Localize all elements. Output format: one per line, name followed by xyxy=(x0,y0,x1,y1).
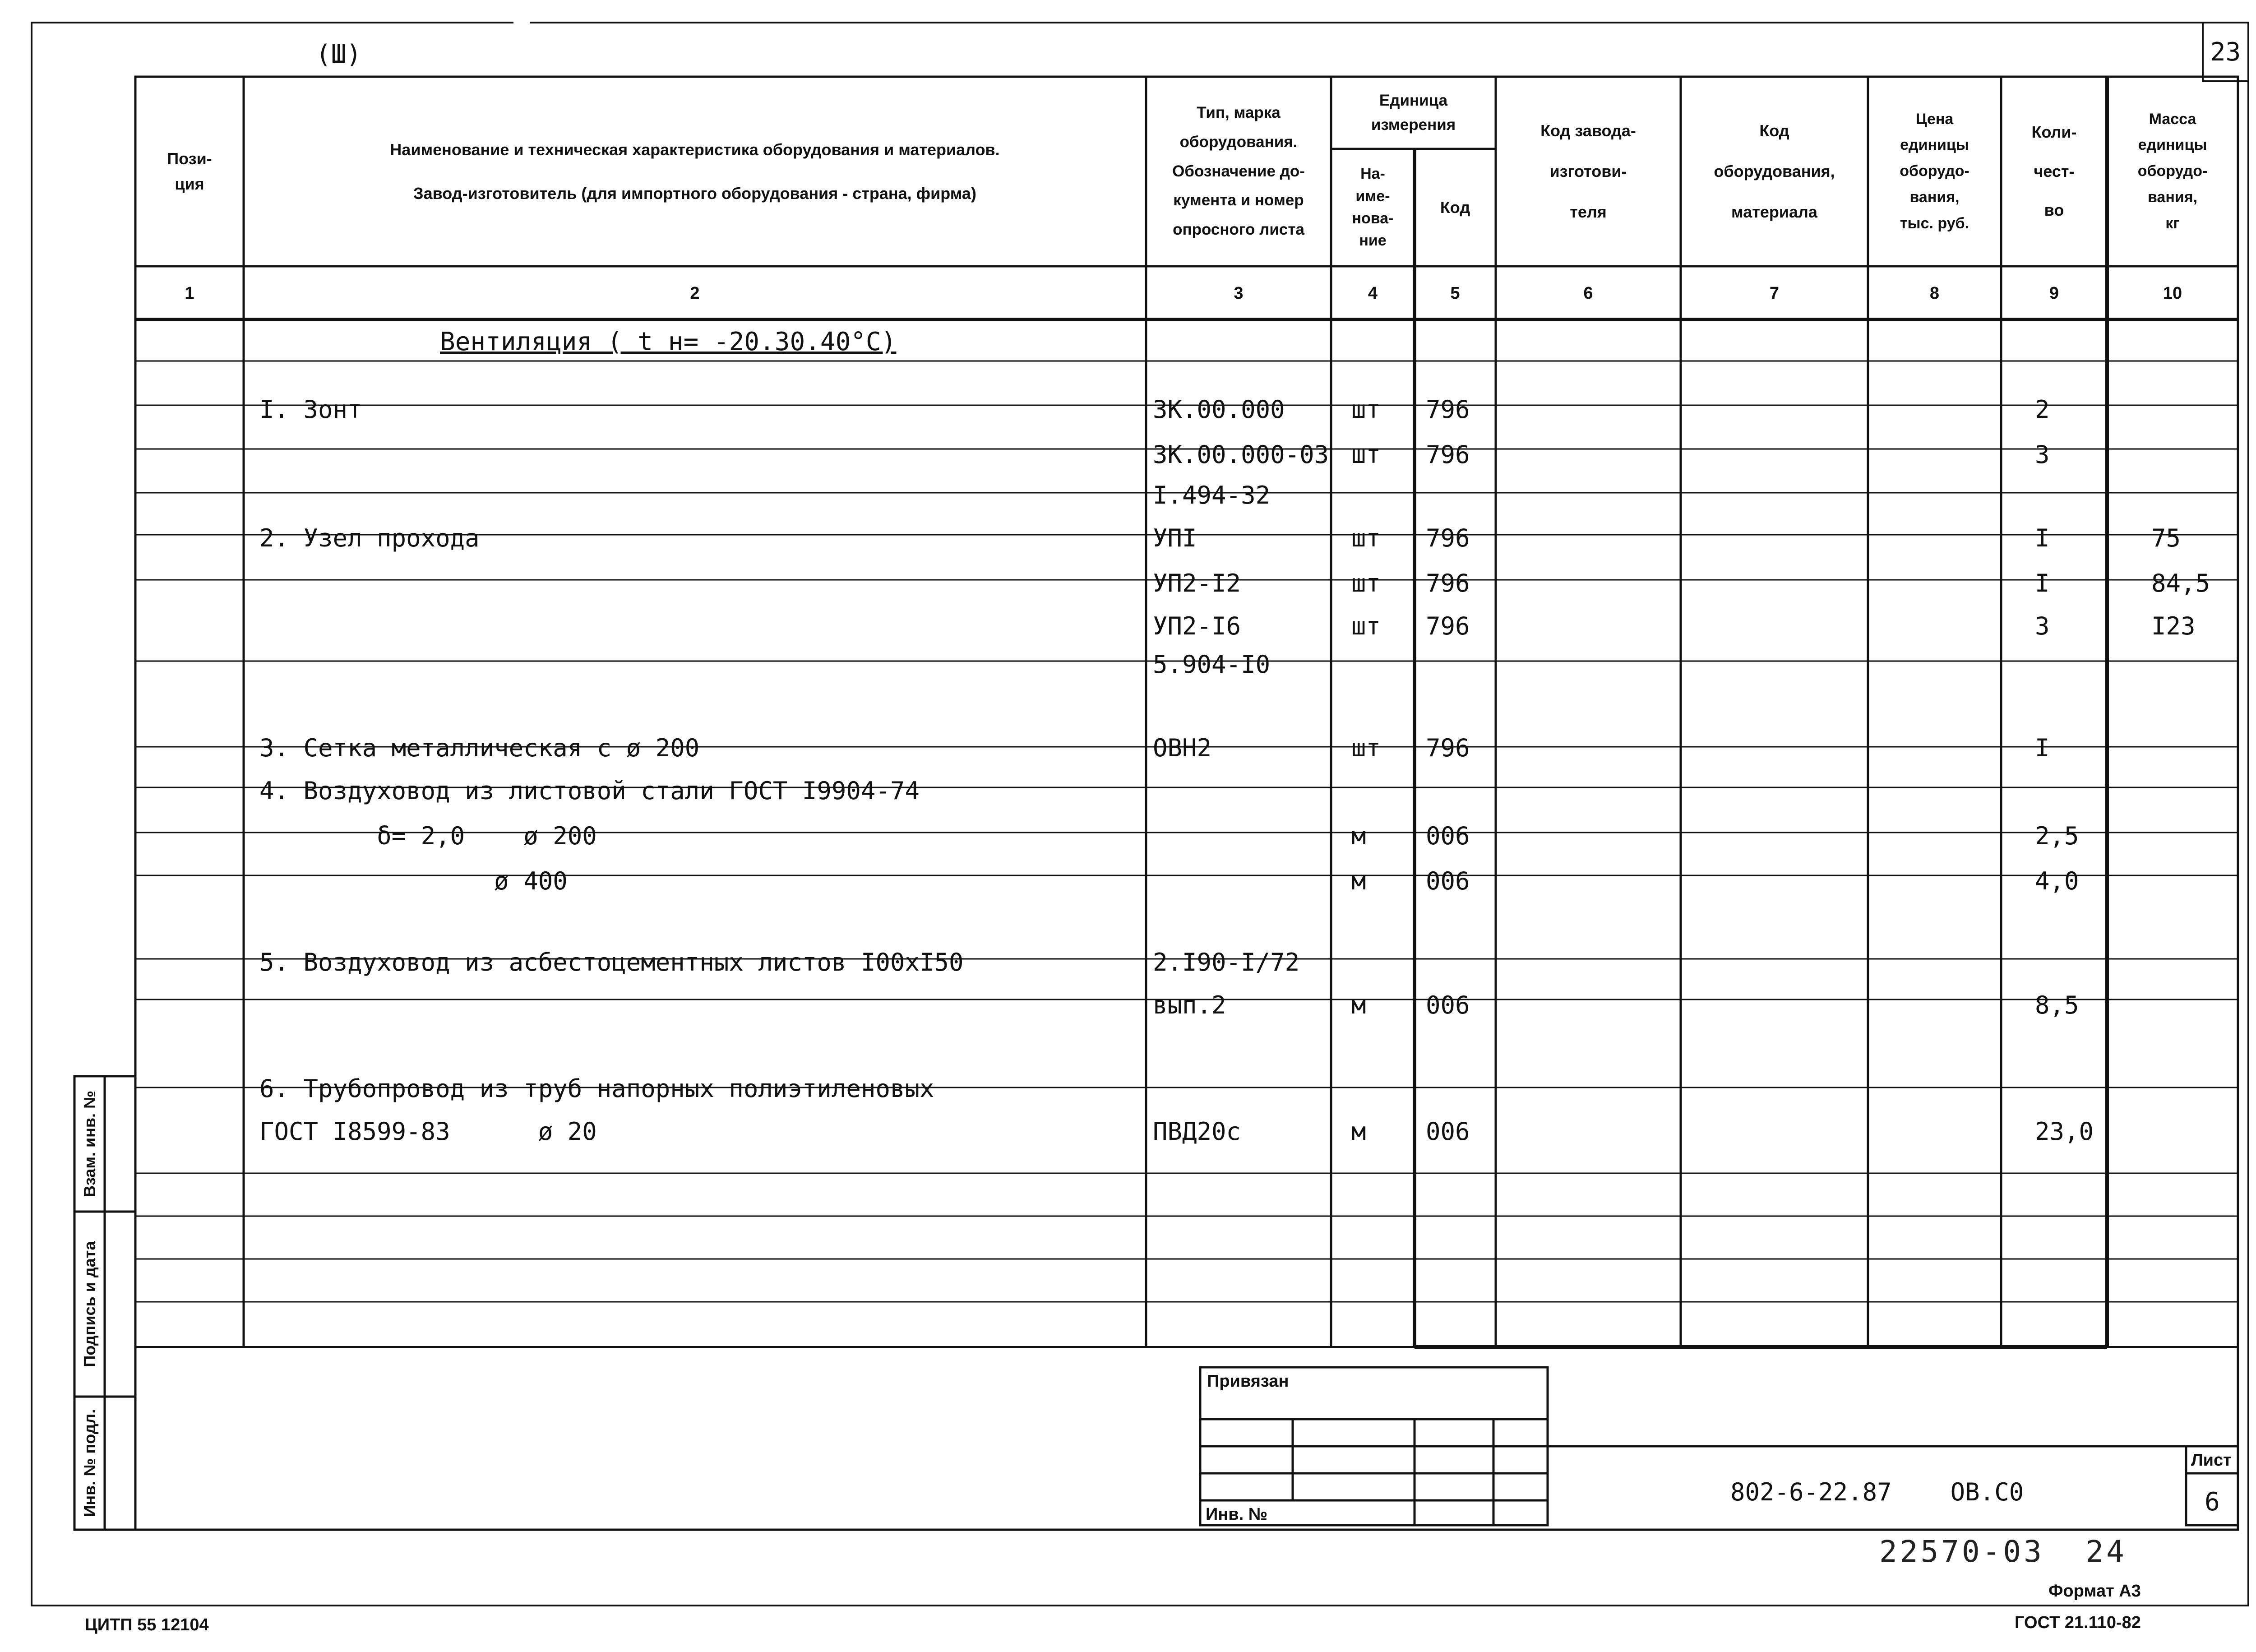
col-header-equipment-code: Код оборудования, материала xyxy=(1714,121,1835,221)
row-8-name: 3. Сетка металлическая с ø 200 xyxy=(259,734,700,762)
row-2-type: ЗК.00.000-03 xyxy=(1153,440,1329,469)
row-15-type: ПВД20с xyxy=(1153,1117,1241,1146)
row-10-name: δ= 2,0 ø 200 xyxy=(259,822,597,850)
stamp-inv-no: Инв. № xyxy=(1206,1505,1268,1524)
row-1-code: 796 xyxy=(1426,395,1470,424)
col-number-10: 10 xyxy=(2163,283,2182,303)
row-13-type: вып.2 xyxy=(1153,991,1226,1019)
row-1-name: I. Зонт xyxy=(259,395,362,424)
col-header-mass: Масса единицы оборудо- вания, кг xyxy=(2137,110,2208,232)
row-2-unit: шт xyxy=(1351,440,1381,469)
col-header-position: Пози- ция xyxy=(167,149,212,193)
row-12-type: 2.I90-I/72 xyxy=(1153,948,1300,976)
row-6-qty: 3 xyxy=(2035,612,2050,640)
row-6-code: 796 xyxy=(1426,612,1470,640)
side-vzam-inv: Взам. инв. № xyxy=(80,1090,99,1198)
row-11-code: 006 xyxy=(1426,867,1470,895)
row-1-unit: шт xyxy=(1351,395,1381,424)
row-6-mass: I23 xyxy=(2151,612,2196,640)
col-header-unit-name: На- име- нова- ние xyxy=(1352,165,1394,250)
col-number-4: 4 xyxy=(1368,283,1378,303)
row-10-unit: м xyxy=(1351,822,1366,850)
side-inv-podl: Инв. № подл. xyxy=(80,1409,99,1517)
row-5-mass: 84,5 xyxy=(2151,569,2210,597)
row-5-type: УП2-I2 xyxy=(1153,569,1241,597)
col-number-1: 1 xyxy=(185,283,194,303)
col-number-2: 2 xyxy=(690,283,700,303)
row-1-qty: 2 xyxy=(2035,395,2050,424)
row-7-type: 5.904-I0 xyxy=(1153,650,1271,679)
col-number-8: 8 xyxy=(1929,283,1940,303)
col-number-7: 7 xyxy=(1769,283,1780,303)
roman-numeral: (Ш) xyxy=(316,40,362,69)
col-header-qty: Коли- чест- во xyxy=(2031,123,2077,220)
row-8-unit: шт xyxy=(1351,734,1381,762)
stamp-list-number: 6 xyxy=(2205,1487,2220,1517)
sheet-number: 23 xyxy=(2210,37,2241,67)
row-13-qty: 8,5 xyxy=(2035,991,2079,1019)
row-6-type: УП2-I6 xyxy=(1153,612,1241,640)
row-8-qty: I xyxy=(2035,734,2050,762)
row-9-name: 4. Воздуховод из листовой стали ГОСТ I9904-74 xyxy=(259,777,920,805)
stamp-privyazan: Привязан xyxy=(1207,1372,1289,1391)
row-13-code: 006 xyxy=(1426,991,1470,1019)
row-11-unit: м xyxy=(1351,867,1366,895)
row-4-code: 796 xyxy=(1426,524,1470,552)
row-12-name: 5. Воздуховод из асбестоцементных листов I00xI50 xyxy=(259,948,964,976)
document-designation: 802-6-22.87 ОВ.С0 xyxy=(1730,1478,2024,1506)
section-title: Вентиляция ( t н= -20.30.40°С) xyxy=(440,327,897,356)
row-3-type: I.494-32 xyxy=(1153,481,1271,509)
side-podpis-data: Подпись и дата xyxy=(80,1241,99,1367)
col-header-name: Наименование и техническая характеристика оборудования и материалов. Завод-изготовитель (для импортного оборудования - страна, фирма) xyxy=(390,140,1000,203)
col-header-unit-code: Код xyxy=(1440,198,1470,217)
row-15-qty: 23,0 xyxy=(2035,1117,2094,1146)
row-15-name: ГОСТ I8599-83 ø 20 xyxy=(259,1117,597,1146)
row-10-code: 006 xyxy=(1426,822,1470,850)
gost-bottom: ГОСТ 21.110-82 xyxy=(2015,1613,2141,1632)
col-number-6: 6 xyxy=(1583,283,1593,303)
row-8-type: ОВН2 xyxy=(1153,734,1212,762)
handwritten-number: 22570-03 24 xyxy=(1879,1534,2127,1569)
row-4-type: УПI xyxy=(1153,524,1197,552)
row-11-qty: 4,0 xyxy=(2035,867,2079,895)
row-15-unit: м xyxy=(1351,1117,1366,1146)
row-2-code: 796 xyxy=(1426,440,1470,469)
row-10-qty: 2,5 xyxy=(2035,822,2079,850)
row-1-type: ЗК.00.000 xyxy=(1153,395,1285,424)
row-14-name: 6. Трубопровод из труб напорных полиэтиленовых xyxy=(259,1074,934,1103)
row-6-unit: шт xyxy=(1351,612,1381,640)
stamp-list-label: Лист xyxy=(2191,1451,2232,1470)
row-4-mass: 75 xyxy=(2151,524,2181,552)
row-5-code: 796 xyxy=(1426,569,1470,597)
row-13-unit: м xyxy=(1351,991,1366,1019)
cipher-left: ЦИТП 55 12104 xyxy=(85,1615,209,1634)
row-5-unit: шт xyxy=(1351,569,1381,597)
row-8-code: 796 xyxy=(1426,734,1470,762)
row-4-name: 2. Узел прохода xyxy=(259,524,480,552)
row-2-qty: 3 xyxy=(2035,440,2050,469)
col-header-unit-group: Единица измерения xyxy=(1371,91,1456,134)
col-number-3: 3 xyxy=(1234,283,1244,303)
row-4-unit: шт xyxy=(1351,524,1381,552)
format-label: Формат А3 xyxy=(2048,1582,2141,1601)
col-header-price: Цена единицы оборудо- вания, тыс. руб. xyxy=(1900,110,1969,232)
col-number-9: 9 xyxy=(2049,283,2059,303)
row-5-qty: I xyxy=(2035,569,2050,597)
col-header-factory-code: Код завода- изготови- теля xyxy=(1540,121,1636,221)
col-header-type: Тип, марка оборудования. Обозначение до- кумента и номер опросного листа xyxy=(1172,104,1305,239)
row-15-code: 006 xyxy=(1426,1117,1470,1146)
col-number-5: 5 xyxy=(1450,283,1460,303)
row-4-qty: I xyxy=(2035,524,2050,552)
row-11-name: ø 400 xyxy=(259,867,568,895)
